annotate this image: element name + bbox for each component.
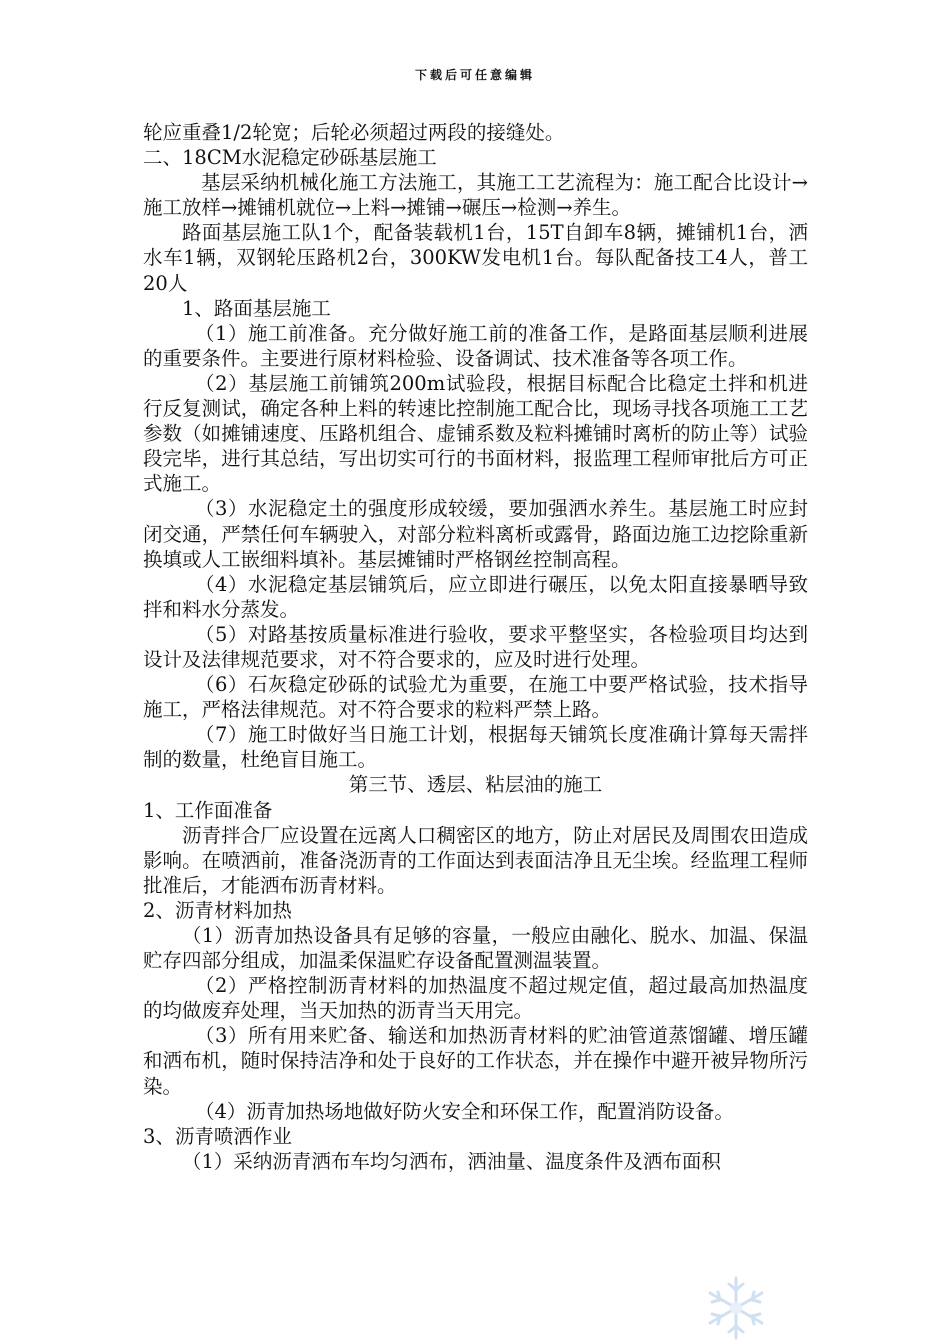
subsection-heading: 2、沥青材料加热	[143, 898, 292, 922]
paragraph: 路面基层施工队1个，配备装载机1台，15T自卸车8辆，摊铺机1台，洒水车1辆，双钢轮压路机2台，300KW发电机1台。每队配备技工4人，普工20人	[143, 221, 808, 295]
paragraph: （4）沥青加热场地做好防火安全和环保工作，配置消防设备。	[195, 1099, 734, 1123]
paragraph: （5）对路基按质量标准进行验收，要求平整坚实，各检验项目均达到设计及法律规范要求，对不符合要求的，应及时进行处理。	[143, 622, 808, 671]
paragraph: （3）水泥稳定土的强度形成较缓，要加强洒水养生。基层施工时应封闭交通，严禁任何车辆驶入，对部分粒料离析或露骨，路面边施工边挖除重新换填或人工嵌细料填补。基层摊铺时严格钢丝控制高程。	[143, 497, 808, 571]
paragraph: （7）施工时做好当日施工计划，根据每天铺筑长度准确计算每天需拌制的数量，杜绝盲目施工。	[143, 723, 808, 772]
snowflake-watermark-icon	[702, 1274, 770, 1342]
paragraph: （1）采纳沥青洒布车均匀洒布，洒油量、温度条件及洒布面积	[182, 1149, 721, 1173]
page-header: 下载后可任意编辑	[414, 68, 535, 82]
paragraph: 基层采纳机械化施工方法施工，其施工工艺流程为：施工配合比设计→施工放样→摊铺机就位→上料→摊铺→碾压→检测→养生。	[143, 171, 808, 220]
chapter-heading: 第三节、透层、粘层油的施工	[348, 773, 603, 797]
paragraph: 沥青拌合厂应设置在远离人口稠密区的地方，防止对居民及周围农田造成影响。在喷洒前，准备浇沥青的工作面达到表面洁净且无尘埃。经监理工程师批准后，才能洒布沥青材料。	[143, 823, 808, 897]
paragraph: （4）水泥稳定基层铺筑后，应立即进行碾压，以免太阳直接暴晒导致拌和料水分蒸发。	[143, 572, 808, 621]
document-body	[143, 120, 808, 1174]
paragraph: （2）严格控制沥青材料的加热温度不超过规定值，超过最高加热温度的均做废弃处理，当天加热的沥青当天用完。	[143, 974, 808, 1023]
paragraph: 轮应重叠1/2轮宽；后轮必须超过两段的接缝处。	[143, 121, 565, 144]
paragraph: （1）施工前准备。充分做好施工前的准备工作，是路面基层顺利进展的重要条件。主要进行原材料检验、设备调试、技术准备等各项工作。	[143, 321, 808, 370]
subsection-heading: 3、沥青喷洒作业	[143, 1124, 292, 1148]
paragraph: （6）石灰稳定砂砾的试验尤为重要，在施工中要严格试验，技术指导施工，严格法律规范。对不符合要求的粒料严禁上路。	[143, 673, 808, 722]
paragraph: （2）基层施工前铺筑200m试验段，根据目标配合比稳定土拌和机进行反复测试，确定各种上料的转速比控制施工配合比，现场寻找各项施工工艺参数（如摊铺速度、压路机组合、虚铺系数及粒料摊铺时离析的防止等）试验段完毕，进行其总结，写出切实可行的书面材料，报监理工程师审批后方可正式施工。	[143, 371, 808, 496]
paragraph: （3）所有用来贮备、输送和加热沥青材料的贮油管道蒸馏罐、增压罐和洒布机，随时保持洁净和处于良好的工作状态，并在操作中避开被异物所污染。	[143, 1024, 808, 1098]
subsection-heading: 1、路面基层施工	[182, 296, 331, 320]
section-heading: 二、18CM水泥稳定砂砾基层施工	[143, 146, 437, 170]
paragraph: （1）沥青加热设备具有足够的容量，一般应由融化、脱水、加温、保温贮存四部分组成，加温柔保温贮存设备配置测温装置。	[143, 924, 808, 973]
subsection-heading: 1、工作面准备	[143, 798, 273, 822]
